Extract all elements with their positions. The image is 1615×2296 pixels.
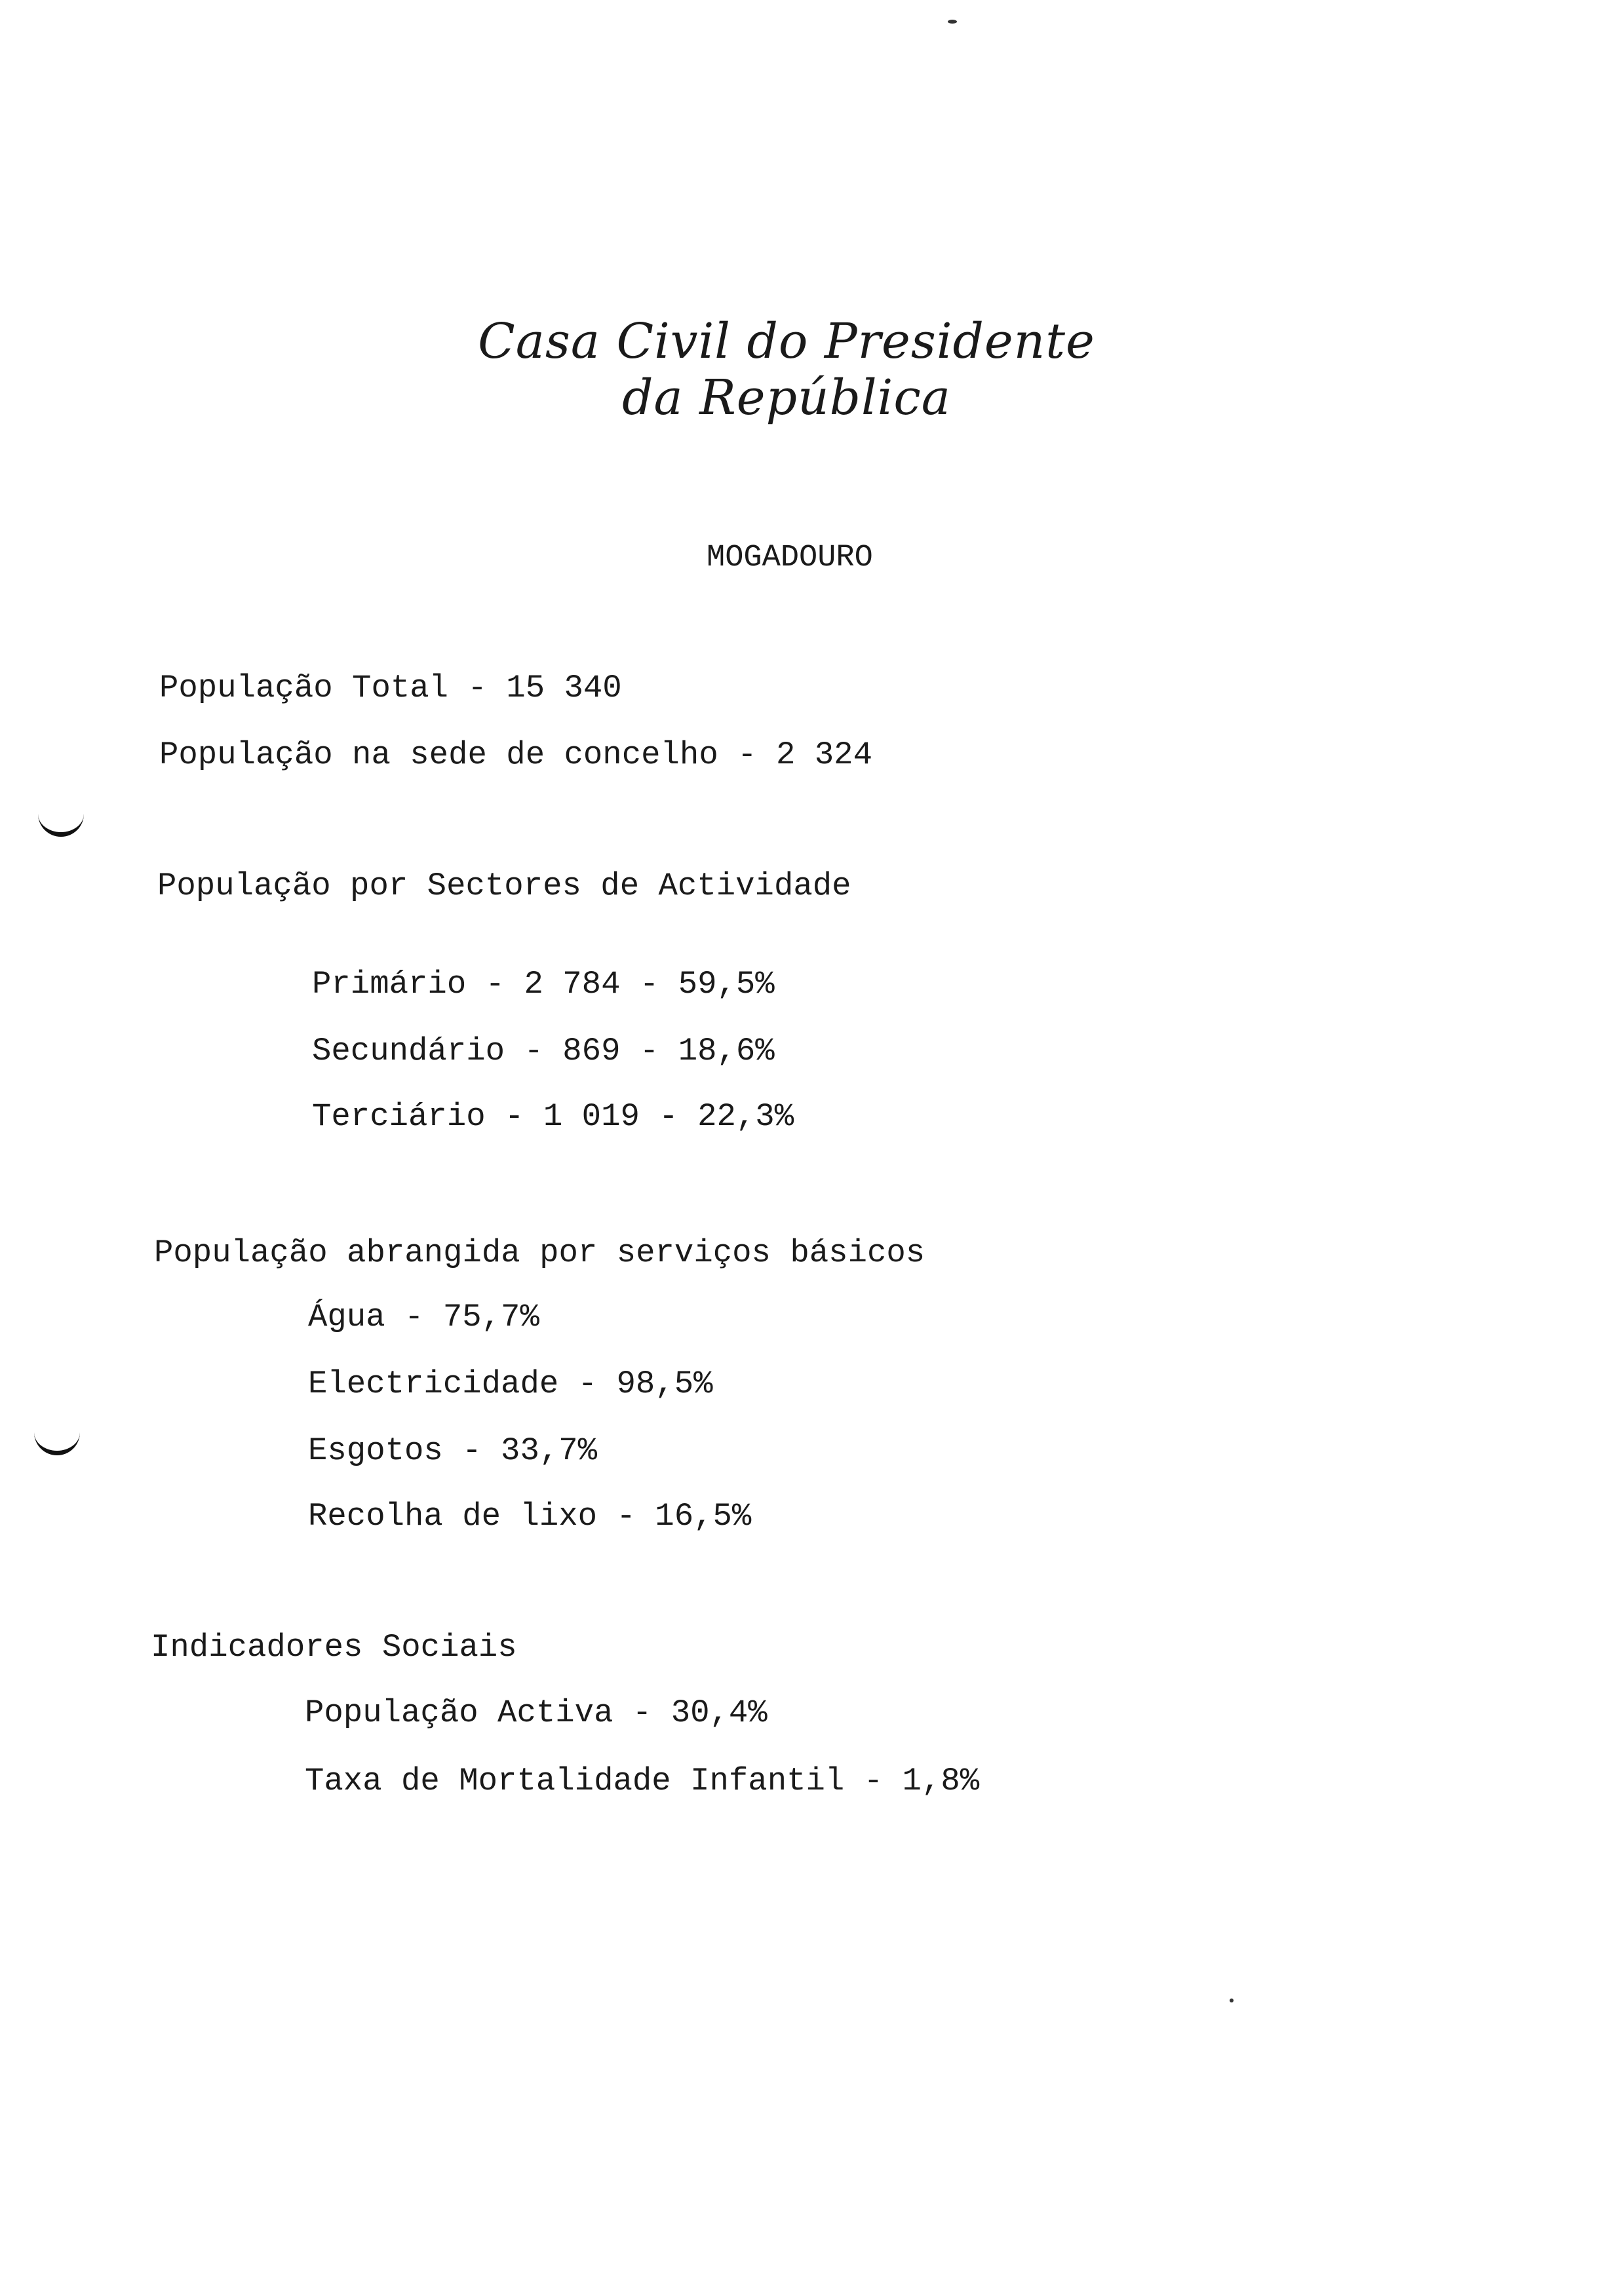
check-mark-icon [34, 1428, 80, 1455]
service-sewage: Esgotos - 33,7% [308, 1432, 598, 1469]
service-electricity: Electricidade - 98,5% [308, 1366, 713, 1402]
sector-tertiary: Terciário - 1 019 - 22,3% [312, 1098, 794, 1135]
sector-primary: Primário - 2 784 - 59,5% [312, 966, 775, 1003]
social-active-population: População Activa - 30,4% [305, 1694, 768, 1731]
social-heading: Indicadores Sociais [151, 1629, 517, 1666]
service-water: Água - 75,7% [308, 1299, 539, 1335]
population-seat: População na sede de concelho - 2 324 [159, 737, 872, 773]
social-infant-mortality: Taxa de Mortalidade Infantil - 1,8% [305, 1763, 980, 1799]
check-mark-icon [38, 810, 84, 837]
scan-speck [948, 20, 957, 24]
sector-secondary: Secundário - 869 - 18,6% [312, 1033, 775, 1069]
services-heading: População abrangida por serviços básicos [154, 1234, 925, 1271]
letterhead-seal: Casa Civil do Presidente da República [478, 313, 1095, 426]
scan-speck [1230, 1999, 1234, 2002]
population-total: População Total - 15 340 [159, 670, 622, 706]
sectors-heading: População por Sectores de Actividade [157, 868, 851, 904]
document-title: MOGADOURO [707, 541, 873, 575]
service-waste: Recolha de lixo - 16,5% [308, 1498, 752, 1535]
